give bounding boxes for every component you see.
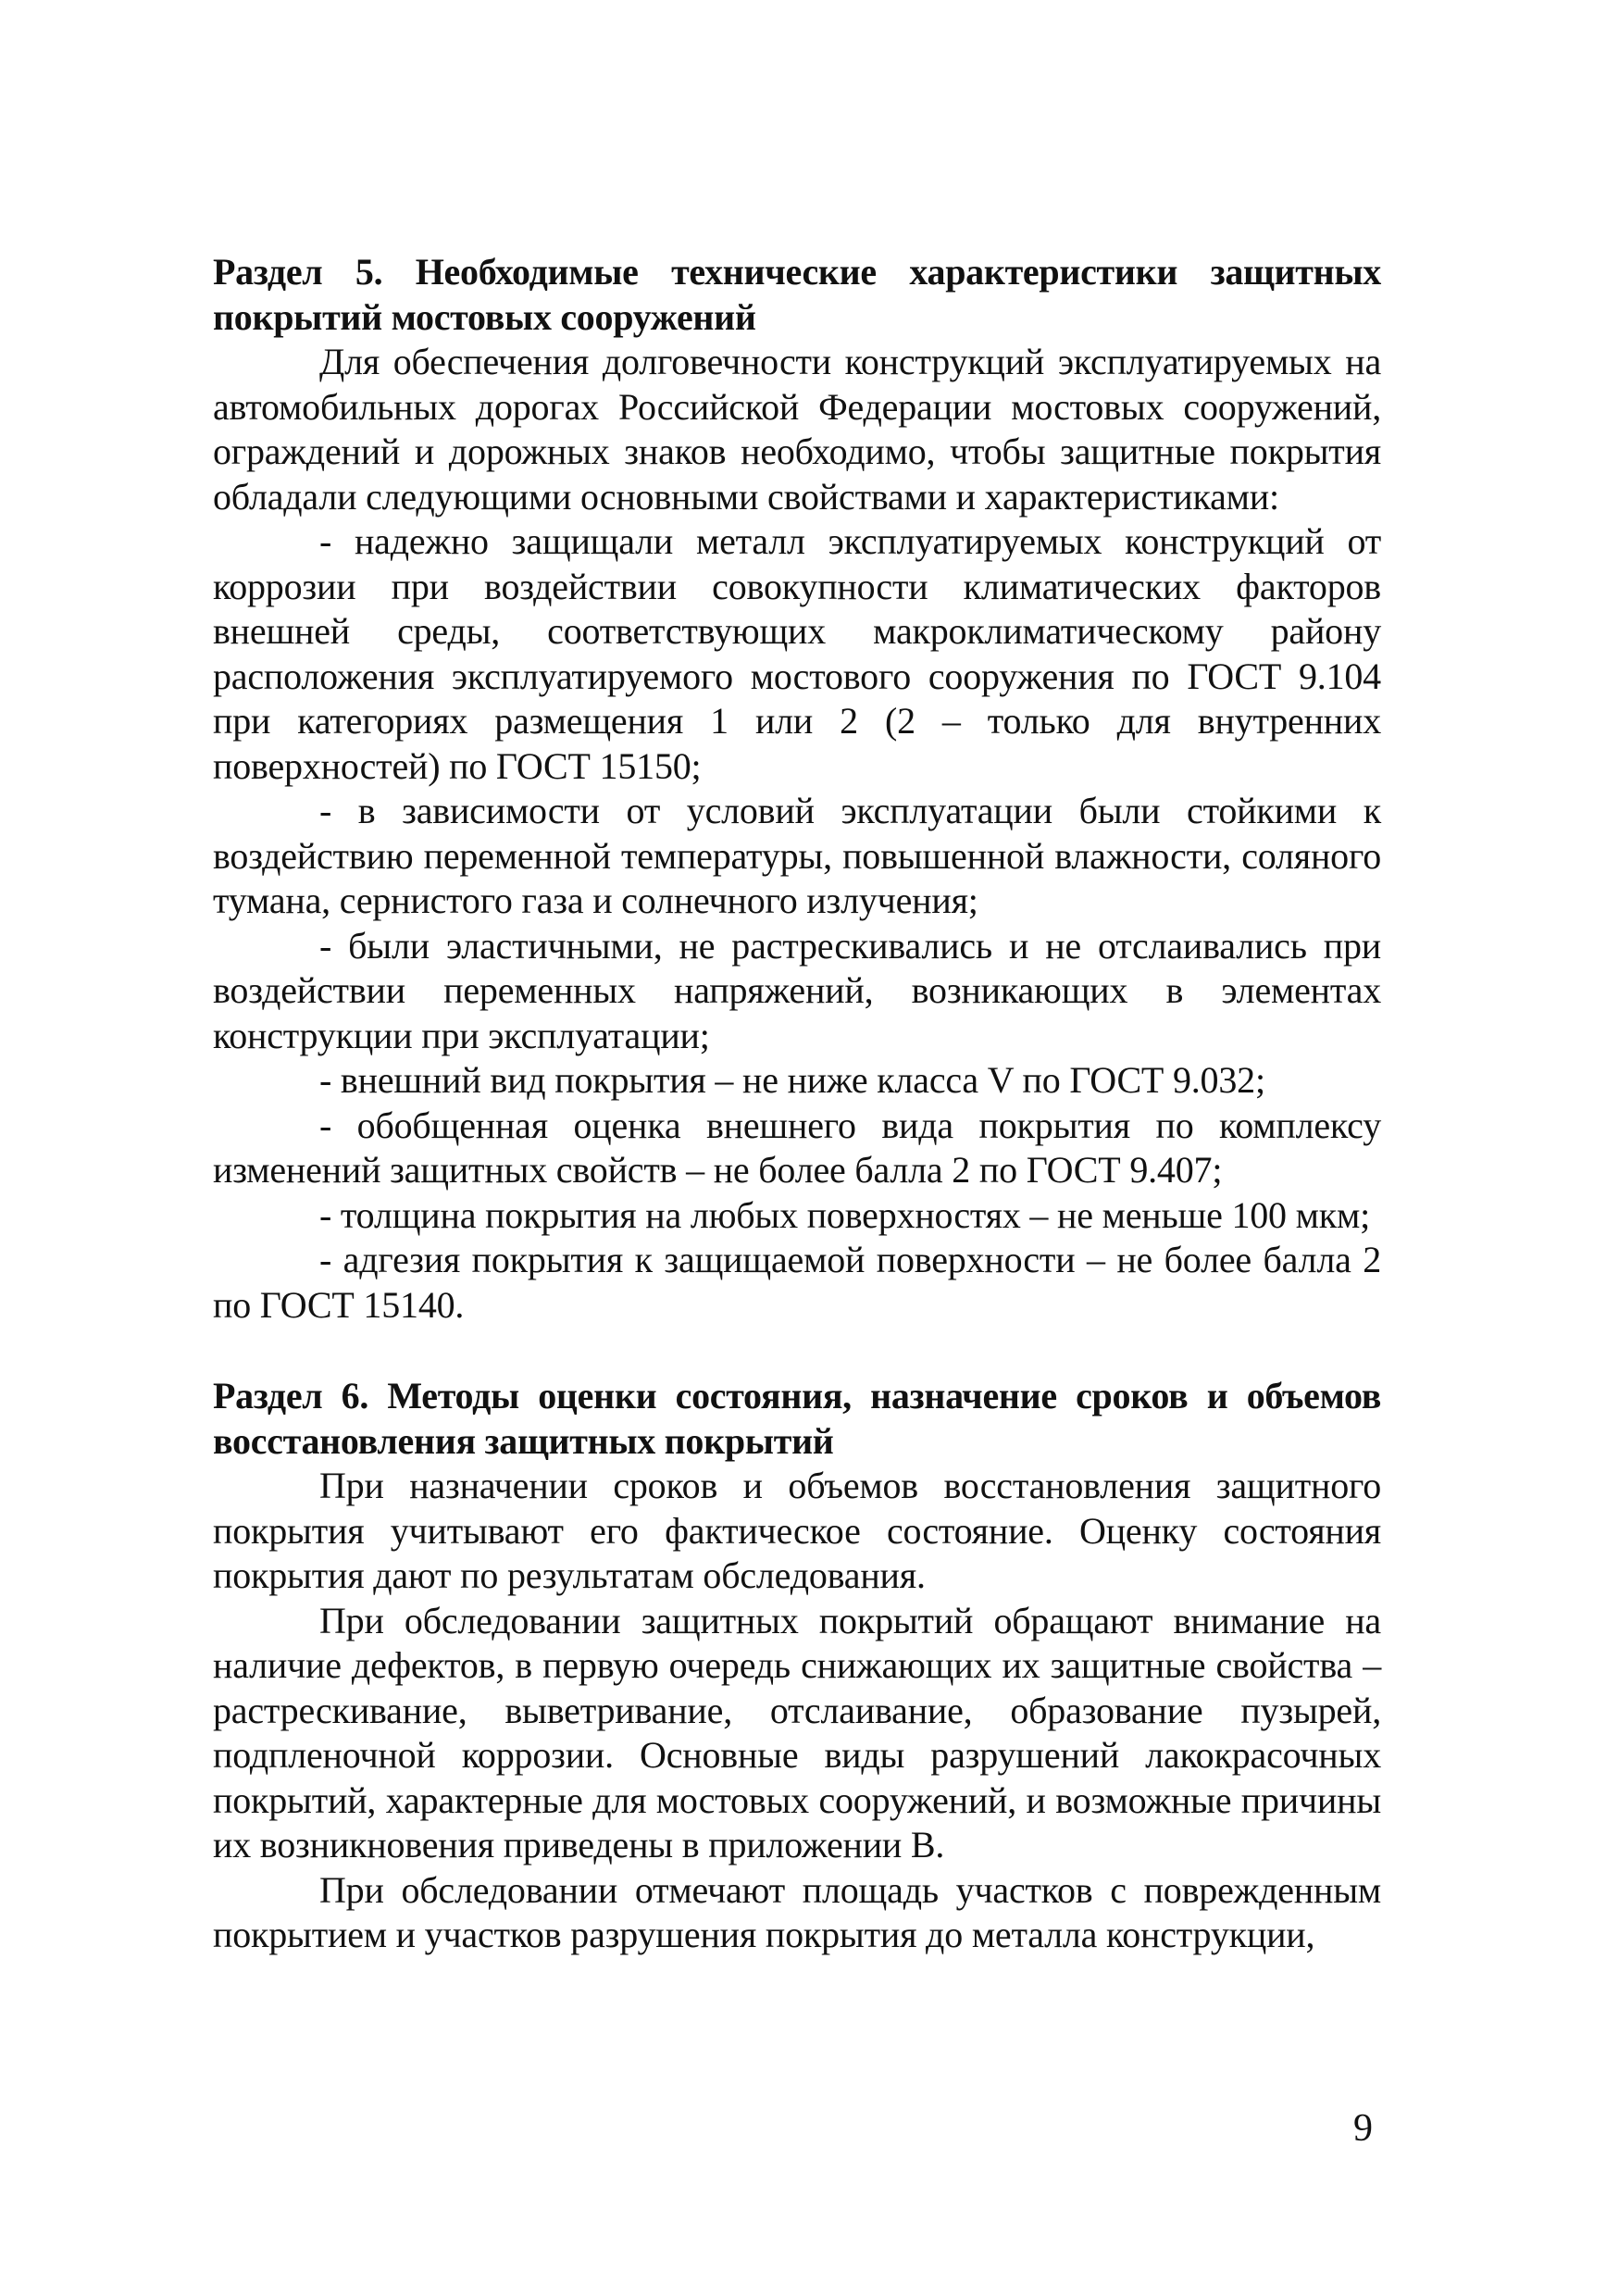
section-6-paragraph: При обследовании отмечают площадь участков с поврежденным покрытием и участков разрушения покрытия до металла конструкции, [213, 1868, 1381, 1955]
section-5-heading: Раздел 5. Необходимые технические характеристики защитных покрытий мостовых сооружений [213, 251, 1381, 338]
section-5-list-item: - адгезия покрытия к защищаемой поверхности – не более балла 2 по ГОСТ 15140. [213, 1239, 1381, 1326]
section-5-paragraph: Для обеспечения долговечности конструкций эксплуатируемых на автомобильных дорогах Российской Федерации мостовых сооружений, ограждений и дорожных знаков необходимо, чтобы защитные покрытия обладали следующими основными свойствами и характеристиками: [213, 341, 1381, 518]
page-number: 9 [1353, 2107, 1373, 2150]
section-6-heading: Раздел 6. Методы оценки состояния, назначение сроков и объемов восстановления защитных покрытий [213, 1375, 1381, 1462]
document-page [213, 250, 1381, 1958]
section-5-list-item: - в зависимости от условий эксплуатации были стойкими к воздействию переменной температуры, повышенной влажности, соляного тумана, сернистого газа и солнечного излучения; [213, 790, 1381, 921]
section-5-list-item: - обобщенная оценка внешнего вида покрытия по комплексу изменений защитных свойств – не более балла 2 по ГОСТ 9.407; [213, 1104, 1381, 1191]
section-5-list-item: - внешний вид покрытия – не ниже класса V по ГОСТ 9.032; [319, 1059, 1265, 1101]
section-5-list-item: - толщина покрытия на любых поверхностях – не меньше 100 мкм; [319, 1193, 1371, 1236]
section-5-list-item: - были эластичными, не растрескивались и не отслаивались при воздействии переменных напряжений, возникающих в элементах конструкции при эксплуатации; [213, 924, 1381, 1056]
section-6-paragraph: При обследовании защитных покрытий обращают внимание на наличие дефектов, в первую очередь снижающих их защитные свойства – растрескивание, выветривание, отслаивание, образование пузырей, подпленочной коррозии. Основные виды разрушений лакокрасочных покрытий, характерные для мостовых сооружений, и возможные причины их возникновения приведены в приложении В. [213, 1599, 1381, 1866]
section-6-paragraph: При назначении сроков и объемов восстановления защитного покрытия учитывают его фактическое состояние. Оценку состояния покрытия дают по результатам обследования. [213, 1465, 1381, 1596]
section-5-list-item: - надежно защищали металл эксплуатируемых конструкций от коррозии при воздействии совокупности климатических факторов внешней среды, соответствующих макроклиматическому району расположения эксплуатируемого мостового сооружения по ГОСТ 9.104 при категориях размещения 1 или 2 (2 – только для внутренних поверхностей) по ГОСТ 15150; [213, 520, 1381, 787]
